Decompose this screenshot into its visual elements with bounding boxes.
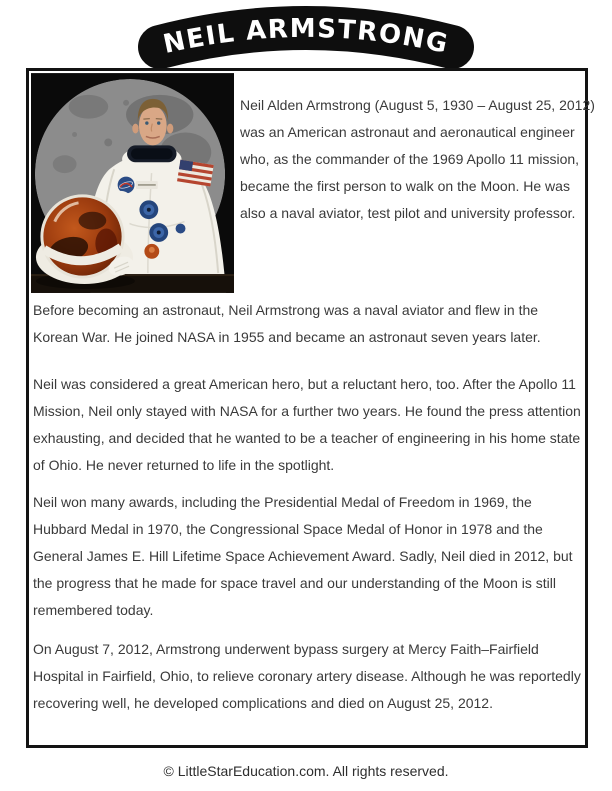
copyright-footer: © LittleStarEducation.com. All rights reserved. xyxy=(163,763,449,779)
content-box xyxy=(26,68,595,748)
paragraph-early-life: Before becoming an astronaut, Neil Armstrong was a naval aviator and flew in the Korean War. He joined NASA in 1955 and became an astronaut seven years later. xyxy=(33,302,541,345)
paragraph-awards: Neil won many awards, including the Presidential Medal of Freedom in 1969, the Hubbard Medal in 1970, the Congressional Space Medal of Honor in 1978 and the General James E. Hill Lifetime Space Achievement Award. Sadly, Neil died in 2012, but the progress that he made for space travel and our understanding of the Moon is still remembered today. xyxy=(33,494,573,618)
intro-paragraph: Neil Alden Armstrong (August 5, 1930 – August 25, 2012) was an American astronaut and aeronautical engineer who, as the commander of the 1969 Apollo 11 mission, became the first person to walk on the Moon. He was also a naval aviator, test pilot and university professor. xyxy=(240,97,595,221)
page-title: NEIL ARMSTRONG xyxy=(160,13,452,60)
paragraph-reluctant-hero: Neil was considered a great American hero, but a reluctant hero, too. After the Apollo 11 Mission, Neil only stayed with NASA for a further two years. He found the press attention exhausting, and decided that he wanted to be a teacher of engineering in his home state of Ohio. He never returned to life in the spotlight. xyxy=(33,376,581,473)
paragraph-death: On August 7, 2012, Armstrong underwent bypass surgery at Mercy Faith–Fairfield Hospital in Fairfield, Ohio, to relieve coronary artery disease. Although he was reportedly recovering well, he developed complications and died on August 25, 2012. xyxy=(33,641,581,711)
neil-armstrong-photo xyxy=(31,72,234,294)
nasa-patch xyxy=(118,177,135,194)
title-banner xyxy=(134,0,478,70)
